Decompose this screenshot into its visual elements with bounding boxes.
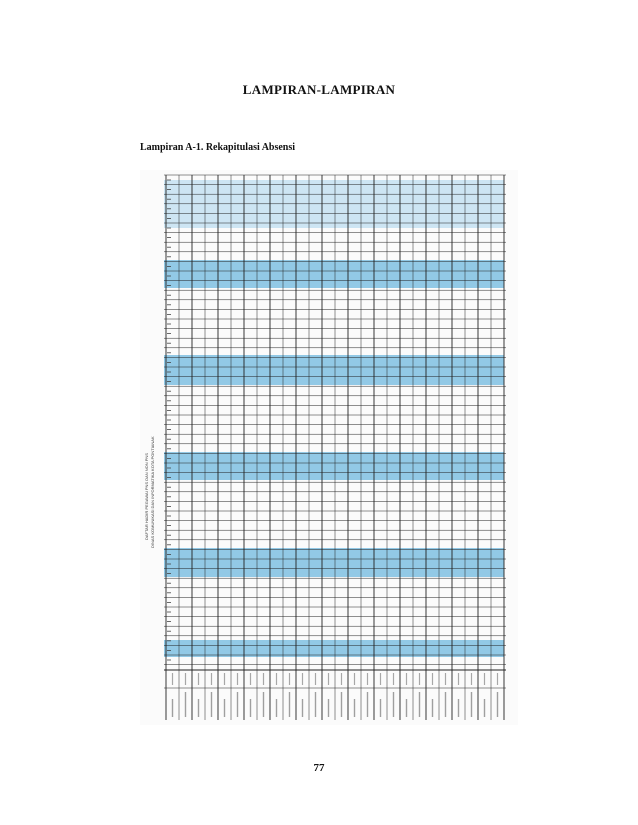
sheet-header-line-1: DAFTAR HADIR PEGAWAI PNS DAN NON PNS	[144, 453, 149, 540]
page-title: LAMPIRAN-LAMPIRAN	[242, 82, 396, 97]
attendance-sheet-scan	[140, 170, 518, 725]
shaded-band	[164, 452, 504, 480]
page-number: 77	[313, 762, 325, 774]
shaded-band	[164, 260, 504, 288]
shaded-band	[164, 548, 504, 577]
shaded-band	[164, 640, 504, 657]
figure-caption: Lampiran A-1. Rekapitulasi Absensi	[140, 142, 296, 153]
shaded-band	[164, 355, 504, 385]
sheet-header-line-2: DINAS KOMUNIKASI DAN INFORMATIKA KOTA PONTIANAK	[150, 436, 155, 548]
